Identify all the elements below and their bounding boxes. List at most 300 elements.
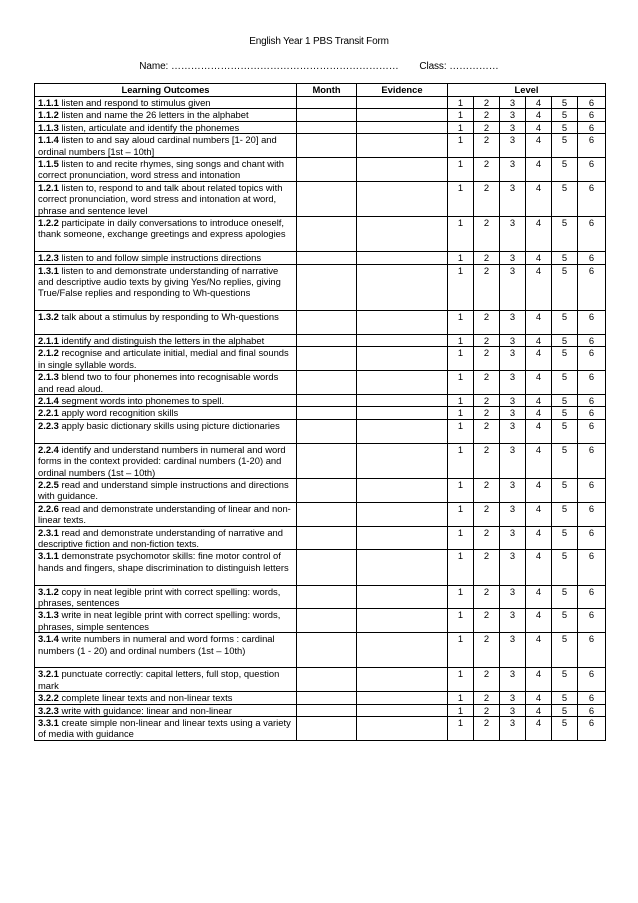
month-cell[interactable] <box>297 585 357 609</box>
level-3-cell[interactable]: 3 <box>500 264 526 311</box>
month-cell[interactable] <box>297 550 357 585</box>
level-3-cell[interactable]: 3 <box>500 633 526 668</box>
outcome-code: 2.2.1 <box>38 407 59 419</box>
evidence-cell[interactable] <box>357 585 448 609</box>
outcome-code: 2.1.4 <box>38 395 59 407</box>
level-3-cell[interactable]: 3 <box>500 121 526 133</box>
evidence-cell[interactable] <box>357 502 448 526</box>
month-cell[interactable] <box>297 252 357 264</box>
table-row <box>35 217 606 252</box>
outcome-code: 3.3.1 <box>38 716 59 728</box>
evidence-cell[interactable] <box>357 609 448 633</box>
level-6-cell[interactable]: 6 <box>578 395 606 407</box>
level-2-cell[interactable]: 2 <box>474 633 500 668</box>
name-class-line <box>0 61 638 72</box>
evidence-cell[interactable] <box>357 347 448 371</box>
level-6-cell[interactable]: 6 <box>578 585 606 609</box>
learning-outcome-cell <box>35 311 297 335</box>
evidence-cell[interactable] <box>357 407 448 419</box>
level-1-cell[interactable]: 1 <box>448 668 474 692</box>
level-4-cell[interactable]: 4 <box>526 716 552 740</box>
header-level: Level <box>448 84 606 97</box>
level-3-cell[interactable]: 3 <box>500 526 526 550</box>
month-cell[interactable] <box>297 134 357 158</box>
level-1-cell[interactable]: 1 <box>448 371 474 395</box>
outcome-code: 2.1.2 <box>38 347 59 359</box>
level-6-cell[interactable]: 6 <box>578 311 606 335</box>
level-6-cell[interactable]: 6 <box>578 550 606 585</box>
level-2-cell[interactable]: 2 <box>474 704 500 716</box>
level-6-cell[interactable]: 6 <box>578 109 606 121</box>
outcome-code: 1.3.1 <box>38 264 59 276</box>
level-3-cell[interactable]: 3 <box>500 335 526 347</box>
level-1-cell[interactable]: 1 <box>448 407 474 419</box>
level-4-cell[interactable]: 4 <box>526 347 552 371</box>
level-6-cell[interactable]: 6 <box>578 407 606 419</box>
level-1-cell[interactable]: 1 <box>448 692 474 704</box>
month-cell[interactable] <box>297 419 357 443</box>
level-4-cell[interactable]: 4 <box>526 134 552 158</box>
evidence-cell[interactable] <box>357 704 448 716</box>
outcome-text: identify and understand numbers in numeral and word forms in the context provided: cardinal numbers (1-20) and ordinal numbers (1st – 10th) <box>38 443 286 478</box>
level-5-cell[interactable]: 5 <box>552 419 578 443</box>
evidence-cell[interactable] <box>357 371 448 395</box>
level-1-cell[interactable]: 1 <box>448 252 474 264</box>
level-5-cell[interactable]: 5 <box>552 633 578 668</box>
month-cell[interactable] <box>297 217 357 252</box>
level-1-cell[interactable]: 1 <box>448 478 474 502</box>
level-5-cell[interactable]: 5 <box>552 121 578 133</box>
level-6-cell[interactable]: 6 <box>578 121 606 133</box>
level-3-cell[interactable]: 3 <box>500 609 526 633</box>
learning-outcome-cell <box>35 181 297 216</box>
level-4-cell[interactable]: 4 <box>526 264 552 311</box>
level-6-cell[interactable]: 6 <box>578 668 606 692</box>
level-2-cell[interactable]: 2 <box>474 109 500 121</box>
level-6-cell[interactable]: 6 <box>578 347 606 371</box>
level-2-cell[interactable]: 2 <box>474 97 500 109</box>
level-6-cell[interactable]: 6 <box>578 134 606 158</box>
table-row <box>35 335 606 347</box>
level-1-cell[interactable]: 1 <box>448 109 474 121</box>
level-1-cell[interactable]: 1 <box>448 158 474 182</box>
level-1-cell[interactable]: 1 <box>448 264 474 311</box>
evidence-cell[interactable] <box>357 264 448 311</box>
table-row <box>35 609 606 633</box>
learning-outcome-cell <box>35 371 297 395</box>
table-row <box>35 478 606 502</box>
outcome-text: complete linear texts and non-linear texts <box>61 692 233 704</box>
month-cell[interactable] <box>297 181 357 216</box>
month-cell[interactable] <box>297 97 357 109</box>
level-2-cell[interactable]: 2 <box>474 217 500 252</box>
evidence-cell[interactable] <box>357 443 448 478</box>
learning-outcome-cell <box>35 121 297 133</box>
level-5-cell[interactable]: 5 <box>552 252 578 264</box>
class-label: Class: <box>419 61 447 72</box>
level-4-cell[interactable]: 4 <box>526 443 552 478</box>
outcome-text: read and demonstrate understanding of linear and non-linear texts. <box>38 502 291 526</box>
level-5-cell[interactable]: 5 <box>552 264 578 311</box>
level-6-cell[interactable]: 6 <box>578 716 606 740</box>
level-3-cell[interactable]: 3 <box>500 716 526 740</box>
level-3-cell[interactable]: 3 <box>500 217 526 252</box>
outcome-text: listen to and recite rhymes, sing songs and chant with correct pronunciation, word stress and intonation <box>38 158 284 181</box>
outcome-text: listen to and follow simple instructions directions <box>61 252 262 264</box>
level-2-cell[interactable]: 2 <box>474 550 500 585</box>
outcome-text: identify and distinguish the letters in the alphabet <box>61 335 265 347</box>
level-2-cell[interactable]: 2 <box>474 419 500 443</box>
month-cell[interactable] <box>297 478 357 502</box>
level-1-cell[interactable]: 1 <box>448 335 474 347</box>
level-4-cell[interactable]: 4 <box>526 526 552 550</box>
evidence-cell[interactable] <box>357 550 448 585</box>
level-4-cell[interactable]: 4 <box>526 692 552 704</box>
level-1-cell[interactable]: 1 <box>448 633 474 668</box>
level-2-cell[interactable]: 2 <box>474 443 500 478</box>
level-1-cell[interactable]: 1 <box>448 347 474 371</box>
level-2-cell[interactable]: 2 <box>474 585 500 609</box>
level-2-cell[interactable]: 2 <box>474 264 500 311</box>
learning-outcome-cell <box>35 668 297 692</box>
outcome-text: create simple non-linear and linear texts using a variety of media with guidance <box>38 716 291 740</box>
level-1-cell[interactable]: 1 <box>448 395 474 407</box>
level-5-cell[interactable]: 5 <box>552 609 578 633</box>
learning-outcome-cell <box>35 347 297 371</box>
table-header-row <box>35 84 606 97</box>
level-1-cell[interactable]: 1 <box>448 502 474 526</box>
level-2-cell[interactable]: 2 <box>474 181 500 216</box>
level-1-cell[interactable]: 1 <box>448 550 474 585</box>
level-2-cell[interactable]: 2 <box>474 252 500 264</box>
level-1-cell[interactable]: 1 <box>448 121 474 133</box>
level-4-cell[interactable]: 4 <box>526 407 552 419</box>
level-5-cell[interactable]: 5 <box>552 443 578 478</box>
level-5-cell[interactable]: 5 <box>552 692 578 704</box>
level-4-cell[interactable]: 4 <box>526 97 552 109</box>
level-6-cell[interactable]: 6 <box>578 181 606 216</box>
evidence-cell[interactable] <box>357 109 448 121</box>
level-3-cell[interactable]: 3 <box>500 252 526 264</box>
outcome-code: 1.3.2 <box>38 311 59 323</box>
level-5-cell[interactable]: 5 <box>552 109 578 121</box>
level-4-cell[interactable]: 4 <box>526 181 552 216</box>
level-2-cell[interactable]: 2 <box>474 692 500 704</box>
learning-outcome-cell <box>35 550 297 585</box>
outcome-text: demonstrate psychomotor skills: fine motor control of hands and fingers, shape discrimination to distinguish letters <box>38 550 289 573</box>
level-3-cell[interactable]: 3 <box>500 97 526 109</box>
level-4-cell[interactable]: 4 <box>526 478 552 502</box>
level-1-cell[interactable]: 1 <box>448 609 474 633</box>
outcome-code: 1.2.2 <box>38 217 59 229</box>
level-3-cell[interactable]: 3 <box>500 550 526 585</box>
outcome-text: listen to and demonstrate understanding of narrative and descriptive audio texts by giving Yes/No replies, giving True/False replies and responding to Wh-questions <box>38 264 281 299</box>
class-field[interactable]: …………… <box>449 61 499 72</box>
evidence-cell[interactable] <box>357 97 448 109</box>
level-1-cell[interactable]: 1 <box>448 134 474 158</box>
level-2-cell[interactable]: 2 <box>474 121 500 133</box>
level-1-cell[interactable]: 1 <box>448 181 474 216</box>
outcome-text: segment words into phonemes to spell. <box>61 395 225 407</box>
level-5-cell[interactable]: 5 <box>552 181 578 216</box>
evidence-cell[interactable] <box>357 633 448 668</box>
level-5-cell[interactable]: 5 <box>552 217 578 252</box>
month-cell[interactable] <box>297 716 357 740</box>
outcome-text: recognise and articulate initial, medial and final sounds in single syllable words. <box>38 347 289 370</box>
level-6-cell[interactable]: 6 <box>578 478 606 502</box>
level-3-cell[interactable]: 3 <box>500 407 526 419</box>
level-4-cell[interactable]: 4 <box>526 668 552 692</box>
learning-outcome-cell <box>35 633 297 668</box>
level-5-cell[interactable]: 5 <box>552 716 578 740</box>
level-3-cell[interactable]: 3 <box>500 134 526 158</box>
table-row <box>35 181 606 216</box>
level-4-cell[interactable]: 4 <box>526 633 552 668</box>
outcome-text: punctuate correctly: capital letters, full stop, question mark <box>38 668 280 691</box>
level-4-cell[interactable]: 4 <box>526 371 552 395</box>
evidence-cell[interactable] <box>357 526 448 550</box>
evidence-cell[interactable] <box>357 478 448 502</box>
learning-outcome-cell <box>35 109 297 121</box>
level-3-cell[interactable]: 3 <box>500 371 526 395</box>
level-6-cell[interactable]: 6 <box>578 335 606 347</box>
level-2-cell[interactable]: 2 <box>474 668 500 692</box>
table-row <box>35 419 606 443</box>
level-5-cell[interactable]: 5 <box>552 550 578 585</box>
level-4-cell[interactable]: 4 <box>526 550 552 585</box>
level-4-cell[interactable]: 4 <box>526 585 552 609</box>
level-6-cell[interactable]: 6 <box>578 704 606 716</box>
month-cell[interactable] <box>297 407 357 419</box>
level-1-cell[interactable]: 1 <box>448 311 474 335</box>
outcome-text: write in neat legible print with correct spelling: words, phrases, simple sentences <box>38 609 281 632</box>
evidence-cell[interactable] <box>357 252 448 264</box>
level-2-cell[interactable]: 2 <box>474 335 500 347</box>
level-3-cell[interactable]: 3 <box>500 311 526 335</box>
month-cell[interactable] <box>297 121 357 133</box>
level-5-cell[interactable]: 5 <box>552 407 578 419</box>
header-learning-outcomes: Learning Outcomes <box>35 84 297 97</box>
level-3-cell[interactable]: 3 <box>500 692 526 704</box>
month-cell[interactable] <box>297 692 357 704</box>
level-1-cell[interactable]: 1 <box>448 585 474 609</box>
evidence-cell[interactable] <box>357 311 448 335</box>
level-3-cell[interactable]: 3 <box>500 181 526 216</box>
level-5-cell[interactable]: 5 <box>552 347 578 371</box>
level-5-cell[interactable]: 5 <box>552 335 578 347</box>
level-2-cell[interactable]: 2 <box>474 526 500 550</box>
level-1-cell[interactable]: 1 <box>448 97 474 109</box>
table-row <box>35 692 606 704</box>
table-row <box>35 395 606 407</box>
level-2-cell[interactable]: 2 <box>474 609 500 633</box>
level-4-cell[interactable]: 4 <box>526 335 552 347</box>
level-5-cell[interactable]: 5 <box>552 502 578 526</box>
name-field[interactable]: …………………………………………………………… <box>170 61 399 72</box>
level-3-cell[interactable]: 3 <box>500 443 526 478</box>
level-2-cell[interactable]: 2 <box>474 158 500 182</box>
level-3-cell[interactable]: 3 <box>500 419 526 443</box>
level-5-cell[interactable]: 5 <box>552 704 578 716</box>
level-4-cell[interactable]: 4 <box>526 502 552 526</box>
level-6-cell[interactable]: 6 <box>578 371 606 395</box>
month-cell[interactable] <box>297 395 357 407</box>
level-5-cell[interactable]: 5 <box>552 395 578 407</box>
level-2-cell[interactable]: 2 <box>474 347 500 371</box>
level-5-cell[interactable]: 5 <box>552 668 578 692</box>
level-2-cell[interactable]: 2 <box>474 134 500 158</box>
level-6-cell[interactable]: 6 <box>578 692 606 704</box>
level-3-cell[interactable]: 3 <box>500 585 526 609</box>
outcome-code: 3.2.3 <box>38 704 59 716</box>
learning-outcome-cell <box>35 134 297 158</box>
month-cell[interactable] <box>297 633 357 668</box>
outcome-code: 3.2.1 <box>38 668 59 680</box>
level-5-cell[interactable]: 5 <box>552 158 578 182</box>
level-2-cell[interactable]: 2 <box>474 311 500 335</box>
outcome-code: 1.1.2 <box>38 109 59 121</box>
level-2-cell[interactable]: 2 <box>474 395 500 407</box>
level-6-cell[interactable]: 6 <box>578 502 606 526</box>
level-6-cell[interactable]: 6 <box>578 217 606 252</box>
level-3-cell[interactable]: 3 <box>500 347 526 371</box>
table-row <box>35 407 606 419</box>
outcome-text: read and demonstrate understanding of narrative and descriptive fiction and non-fiction texts. <box>38 526 283 549</box>
name-label: Name: <box>139 61 169 72</box>
level-3-cell[interactable]: 3 <box>500 158 526 182</box>
evidence-cell[interactable] <box>357 668 448 692</box>
table-row <box>35 585 606 609</box>
learning-outcome-cell <box>35 419 297 443</box>
level-2-cell[interactable]: 2 <box>474 407 500 419</box>
evidence-cell[interactable] <box>357 419 448 443</box>
table-row <box>35 347 606 371</box>
evidence-cell[interactable] <box>357 716 448 740</box>
outcome-text: write with guidance: linear and non-linear <box>61 704 232 716</box>
level-5-cell[interactable]: 5 <box>552 585 578 609</box>
learning-outcome-cell <box>35 526 297 550</box>
outcome-text: participate in daily conversations to introduce oneself, thank someone, exchange greetings and express apologies <box>38 217 286 240</box>
learning-outcome-cell <box>35 609 297 633</box>
evidence-cell[interactable] <box>357 395 448 407</box>
level-1-cell[interactable]: 1 <box>448 217 474 252</box>
month-cell[interactable] <box>297 311 357 335</box>
outcome-code: 3.2.2 <box>38 692 59 704</box>
level-1-cell[interactable]: 1 <box>448 526 474 550</box>
month-cell[interactable] <box>297 668 357 692</box>
level-6-cell[interactable]: 6 <box>578 633 606 668</box>
level-3-cell[interactable]: 3 <box>500 668 526 692</box>
level-2-cell[interactable]: 2 <box>474 716 500 740</box>
table-row <box>35 716 606 740</box>
level-3-cell[interactable]: 3 <box>500 109 526 121</box>
level-5-cell[interactable]: 5 <box>552 371 578 395</box>
level-4-cell[interactable]: 4 <box>526 109 552 121</box>
level-1-cell[interactable]: 1 <box>448 704 474 716</box>
level-2-cell[interactable]: 2 <box>474 502 500 526</box>
level-3-cell[interactable]: 3 <box>500 502 526 526</box>
level-6-cell[interactable]: 6 <box>578 526 606 550</box>
level-5-cell[interactable]: 5 <box>552 478 578 502</box>
level-6-cell[interactable]: 6 <box>578 264 606 311</box>
level-1-cell[interactable]: 1 <box>448 716 474 740</box>
level-5-cell[interactable]: 5 <box>552 526 578 550</box>
learning-outcome-cell <box>35 395 297 407</box>
level-4-cell[interactable]: 4 <box>526 158 552 182</box>
evidence-cell[interactable] <box>357 134 448 158</box>
level-5-cell[interactable]: 5 <box>552 97 578 109</box>
level-4-cell[interactable]: 4 <box>526 121 552 133</box>
header-evidence: Evidence <box>357 84 448 97</box>
level-6-cell[interactable]: 6 <box>578 609 606 633</box>
table-row <box>35 443 606 478</box>
level-4-cell[interactable]: 4 <box>526 704 552 716</box>
level-4-cell[interactable]: 4 <box>526 419 552 443</box>
level-5-cell[interactable]: 5 <box>552 134 578 158</box>
month-cell[interactable] <box>297 502 357 526</box>
evidence-cell[interactable] <box>357 121 448 133</box>
level-6-cell[interactable]: 6 <box>578 252 606 264</box>
month-cell[interactable] <box>297 335 357 347</box>
level-2-cell[interactable]: 2 <box>474 371 500 395</box>
evidence-cell[interactable] <box>357 692 448 704</box>
level-2-cell[interactable]: 2 <box>474 478 500 502</box>
month-cell[interactable] <box>297 526 357 550</box>
level-3-cell[interactable]: 3 <box>500 704 526 716</box>
level-1-cell[interactable]: 1 <box>448 419 474 443</box>
month-cell[interactable] <box>297 264 357 311</box>
table-row <box>35 311 606 335</box>
month-cell[interactable] <box>297 609 357 633</box>
level-4-cell[interactable]: 4 <box>526 395 552 407</box>
month-cell[interactable] <box>297 158 357 182</box>
learning-outcome-cell <box>35 716 297 740</box>
level-6-cell[interactable]: 6 <box>578 97 606 109</box>
learning-outcome-cell <box>35 585 297 609</box>
learning-outcome-cell <box>35 158 297 182</box>
level-4-cell[interactable]: 4 <box>526 217 552 252</box>
level-3-cell[interactable]: 3 <box>500 395 526 407</box>
level-4-cell[interactable]: 4 <box>526 311 552 335</box>
level-6-cell[interactable]: 6 <box>578 419 606 443</box>
level-1-cell[interactable]: 1 <box>448 443 474 478</box>
level-6-cell[interactable]: 6 <box>578 443 606 478</box>
outcome-code: 2.2.4 <box>38 443 59 455</box>
evidence-cell[interactable] <box>357 217 448 252</box>
level-5-cell[interactable]: 5 <box>552 311 578 335</box>
month-cell[interactable] <box>297 704 357 716</box>
month-cell[interactable] <box>297 443 357 478</box>
outcome-code: 3.1.1 <box>38 550 59 562</box>
level-4-cell[interactable]: 4 <box>526 609 552 633</box>
outcome-code: 2.3.1 <box>38 526 59 538</box>
level-4-cell[interactable]: 4 <box>526 252 552 264</box>
table-row <box>35 526 606 550</box>
evidence-cell[interactable] <box>357 181 448 216</box>
outcome-code: 1.1.4 <box>38 134 59 146</box>
learning-outcome-cell <box>35 443 297 478</box>
month-cell[interactable] <box>297 371 357 395</box>
month-cell[interactable] <box>297 347 357 371</box>
level-6-cell[interactable]: 6 <box>578 158 606 182</box>
evidence-cell[interactable] <box>357 158 448 182</box>
outcome-text: listen to, respond to and talk about related topics with correct pronunciation, word stress and intonation at word, phrase and sentence level <box>38 181 283 216</box>
evidence-cell[interactable] <box>357 335 448 347</box>
month-cell[interactable] <box>297 109 357 121</box>
outcome-code: 1.1.3 <box>38 121 59 133</box>
level-3-cell[interactable]: 3 <box>500 478 526 502</box>
table-row <box>35 97 606 109</box>
